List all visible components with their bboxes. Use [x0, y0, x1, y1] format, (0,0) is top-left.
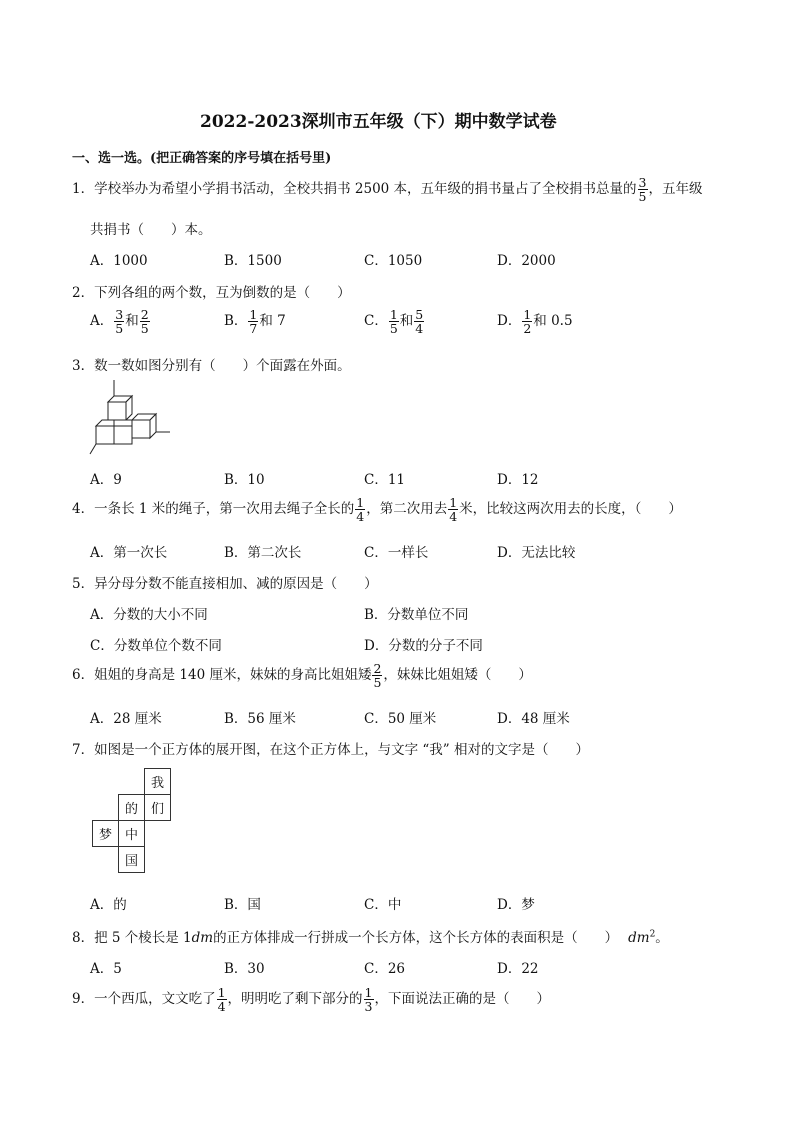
option-a[interactable]: A．9	[90, 472, 122, 488]
question-1	[72, 176, 703, 203]
option-a[interactable]: A．5	[90, 961, 122, 977]
option-c[interactable]: C．分数单位个数不同	[90, 638, 222, 654]
option-a[interactable]: A．28 厘米	[90, 711, 162, 727]
option-a[interactable]: A．的	[90, 897, 127, 913]
fraction: $\frac{3}{5}$	[115, 307, 124, 337]
option-b[interactable]: B．国	[224, 897, 261, 913]
option-d[interactable]: D．分数的分子不同	[364, 638, 483, 654]
option-d[interactable]: D．2000	[497, 253, 556, 269]
fraction: $\frac{1}{3}$	[364, 985, 373, 1015]
option-d[interactable]: D．48 厘米	[497, 711, 570, 727]
net-cell-men: 们	[144, 794, 171, 821]
question-1-line2: 共捐书（ ）本。	[90, 222, 212, 238]
option-a[interactable]: A．分数的大小不同	[90, 607, 208, 623]
question-text: ，五年级	[648, 181, 703, 198]
option-b[interactable]: B．56 厘米	[224, 711, 296, 727]
option-c[interactable]: C． $\frac{1}{5}$ 和 $\frac{5}{4}$	[364, 307, 424, 337]
option-a[interactable]: A．1000	[90, 253, 148, 269]
question-8: 8．把 5 个棱长是 1dm的正方体排成一行拼成一个长方体，这个长方体的表面积是（ ） $dm^2$。	[72, 929, 669, 946]
fraction: $\frac{1}{2}$	[523, 307, 532, 337]
option-d[interactable]: D．梦	[497, 897, 535, 913]
option-c[interactable]: C．50 厘米	[364, 711, 437, 727]
net-cell-de: 的	[118, 794, 145, 821]
fraction: $\frac{1}{4}$	[449, 495, 458, 525]
net-cell-wo: 我	[144, 768, 171, 795]
question-text: 下列各组的两个数，互为倒数的是（ ）	[94, 285, 351, 301]
option-c[interactable]: C．中	[364, 897, 402, 913]
option-c[interactable]: C．1050	[364, 253, 423, 269]
question-4: 4．一条长 1 米的绳子，第一次用去绳子全长的 $\frac{1}{4}$ ，第二次用去 $\frac{1}{4}$ 米，比较这两次用去的长度，（ ）	[72, 495, 682, 525]
option-c[interactable]: C．26	[364, 961, 406, 977]
option-d[interactable]: D．12	[497, 472, 539, 488]
option-b[interactable]: B．1500	[224, 253, 282, 269]
question-number: 2．	[72, 285, 95, 301]
option-b[interactable]: B．10	[224, 472, 265, 488]
option-d[interactable]: D．22	[497, 961, 539, 977]
fraction: $\frac{1}{4}$	[217, 985, 226, 1015]
question-3: 3．数一数如图分别有（ ）个面露在外面。	[72, 358, 351, 374]
fraction: $\frac{1}{5}$	[389, 307, 398, 337]
fraction: $\frac{5}{4}$	[415, 307, 424, 337]
option-b[interactable]: B． $\frac{1}{7}$ 和 7	[224, 307, 286, 337]
option-d[interactable]: D． $\frac{1}{2}$ 和 0.5	[497, 307, 573, 337]
question-9: 9．一个西瓜，文文吃了 $\frac{1}{4}$ ，明明吃了剩下部分的 $\frac{1}{3}$ ，下面说法正确的是（ ）	[72, 985, 550, 1015]
option-b[interactable]: B．30	[224, 961, 265, 977]
option-d[interactable]: D．无法比较	[497, 545, 576, 561]
net-cell-meng: 梦	[92, 820, 119, 847]
fraction: $\frac{1}{4}$	[356, 495, 365, 525]
section-heading: 一、选一选。(把正确答案的序号填在括号里)	[72, 151, 332, 166]
page-title: 2022-2023深圳市五年级（下）期中数学试卷	[200, 112, 557, 132]
fraction: $\frac{2}{5}$	[140, 307, 149, 337]
question-2	[72, 281, 351, 301]
net-cell-zhong: 中	[118, 820, 145, 847]
option-b[interactable]: B．分数单位不同	[364, 607, 469, 623]
question-7: 7．如图是一个正方体的展开图，在这个正方体上，与文字 “我” 相对的文字是（ ）	[72, 742, 589, 758]
net-cell-guo: 国	[118, 846, 145, 873]
fraction: $\frac{2}{5}$	[373, 661, 382, 691]
question-5: 5．异分母分数不能直接相加、减的原因是（ ）	[72, 576, 378, 592]
fraction: $\frac{1}{7}$	[249, 307, 258, 337]
option-c[interactable]: C．11	[364, 472, 406, 488]
question-number: 1．	[72, 181, 95, 198]
option-a[interactable]: A．第一次长	[90, 545, 168, 561]
fraction: $\frac{3}{5}$	[638, 175, 647, 205]
option-a[interactable]: A． $\frac{3}{5}$ 和 $\frac{2}{5}$	[90, 307, 149, 337]
option-c[interactable]: C．一样长	[364, 545, 429, 561]
cube-net-figure	[90, 768, 174, 878]
question-6: 6．姐姐的身高是 140 厘米，妹妹的身高比姐姐矮 $\frac{2}{5}$ ，妹妹比姐姐矮（ ）	[72, 661, 532, 691]
option-b[interactable]: B．第二次长	[224, 545, 302, 561]
question-text: 学校举办为希望小学捐书活动，全校共捐书 2500 本，五年级的捐书量占了全校捐书总量的	[94, 181, 637, 198]
stacked-cubes-figure	[88, 376, 172, 458]
